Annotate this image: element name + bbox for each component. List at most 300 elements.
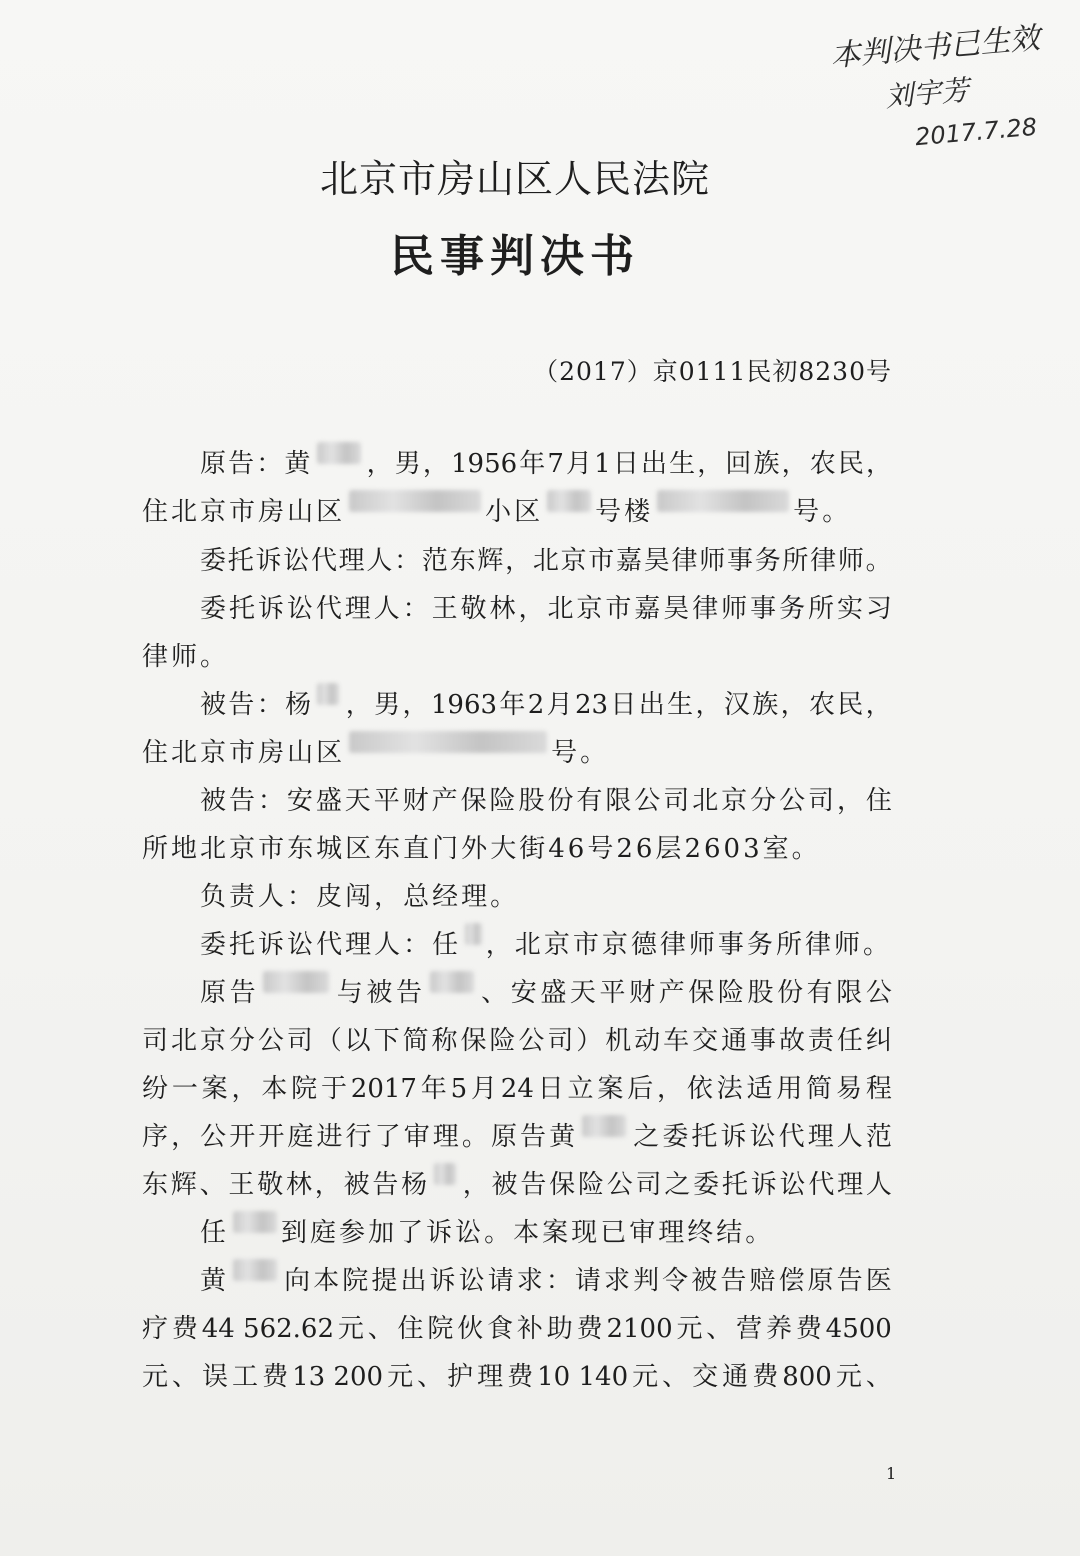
body-text: 份 bbox=[777, 978, 804, 1008]
body-text: 有 bbox=[576, 786, 603, 816]
body-text: 终 bbox=[687, 1218, 717, 1248]
body-text: 委 bbox=[662, 1122, 689, 1152]
body-text: 原 bbox=[200, 978, 227, 1008]
body-text: 昊 bbox=[663, 594, 690, 624]
body-text: 讼 bbox=[286, 594, 313, 624]
body-text: 律 bbox=[804, 930, 834, 960]
body-text: 公 bbox=[634, 786, 661, 816]
body-text: 纷 bbox=[142, 1074, 169, 1104]
body-text: 敬 bbox=[460, 594, 487, 624]
body-text: 族 bbox=[752, 690, 779, 720]
body-text: 北 bbox=[692, 786, 719, 816]
body-text: 事 bbox=[717, 930, 747, 960]
body-text: 号 bbox=[595, 497, 625, 527]
body-text: 安 bbox=[286, 786, 313, 816]
body-text: 黄 bbox=[200, 1266, 227, 1296]
body-text: 地 bbox=[171, 834, 201, 864]
body-text: 1 bbox=[594, 449, 611, 479]
body-text: 京 bbox=[200, 497, 230, 527]
body-text: 被 bbox=[491, 1170, 518, 1200]
body-text: 山 bbox=[287, 497, 317, 527]
body-text: 京 bbox=[199, 1026, 226, 1056]
body-line bbox=[142, 1019, 892, 1063]
body-text: 所 bbox=[775, 930, 805, 960]
body-text: 用 bbox=[776, 1074, 803, 1104]
body-text: 、 bbox=[172, 1362, 199, 1392]
body-text: 产 bbox=[431, 786, 458, 816]
body-text: 平 bbox=[373, 786, 400, 816]
body-text: 13 200 bbox=[292, 1362, 384, 1392]
body-text: 托 bbox=[227, 546, 254, 576]
body-text: 公 bbox=[865, 978, 892, 1008]
body-text: 北 bbox=[532, 546, 559, 576]
body-line bbox=[200, 923, 892, 967]
body-text: 求 bbox=[604, 1266, 631, 1296]
body-text: 讼 bbox=[779, 1170, 806, 1200]
body-text: 财 bbox=[629, 978, 656, 1008]
body-text: 师 bbox=[837, 546, 864, 576]
body-text: 以 bbox=[344, 1026, 371, 1056]
body-text: 农 bbox=[808, 690, 835, 720]
body-text: 司 bbox=[663, 786, 690, 816]
body-text: 区 bbox=[316, 738, 346, 768]
body-text: 元 bbox=[142, 1362, 169, 1392]
body-text: 向 bbox=[284, 1266, 311, 1296]
body-text: 。 bbox=[865, 546, 892, 576]
body-text: ， bbox=[314, 1170, 341, 1200]
body-text: 年 bbox=[499, 690, 526, 720]
body-text: 到 bbox=[281, 1218, 311, 1248]
body-text: 保 bbox=[549, 1170, 576, 1200]
body-text: 委 bbox=[200, 594, 227, 624]
body-text: 44 562.62 bbox=[201, 1314, 335, 1344]
body-text: 800 bbox=[782, 1362, 832, 1392]
body-text: 7 bbox=[547, 449, 564, 479]
body-text: 理 bbox=[477, 1362, 504, 1392]
body-text: 层 bbox=[655, 834, 685, 864]
body-text: 区 bbox=[345, 834, 375, 864]
body-text: 直 bbox=[403, 834, 433, 864]
body-text: 告 bbox=[228, 690, 255, 720]
body-text: ， bbox=[505, 546, 532, 576]
body-text: 告 bbox=[520, 1170, 547, 1200]
body-text: 回 bbox=[725, 449, 752, 479]
body-text: 告 bbox=[372, 1170, 399, 1200]
body-text: ， bbox=[781, 449, 808, 479]
body-text: 务 bbox=[779, 594, 806, 624]
body-text: 保 bbox=[460, 786, 487, 816]
body-line bbox=[142, 1307, 892, 1351]
body-text: 审 bbox=[629, 1218, 659, 1248]
redacted-text bbox=[263, 971, 329, 993]
body-text: 、 bbox=[662, 1362, 689, 1392]
body-text: 元 bbox=[632, 1362, 659, 1392]
body-text: 外 bbox=[461, 834, 491, 864]
body-text: ， bbox=[422, 449, 449, 479]
body-text: ， bbox=[345, 690, 372, 720]
body-text: ： bbox=[402, 594, 429, 624]
body-text: 告 bbox=[228, 449, 255, 479]
body-text: 房 bbox=[258, 497, 288, 527]
body-text: 公 bbox=[518, 1026, 545, 1056]
body-text: 、 bbox=[199, 1170, 226, 1200]
body-text: 。 bbox=[822, 497, 852, 527]
body-text: 动 bbox=[634, 1026, 661, 1056]
body-text: 立 bbox=[567, 1074, 594, 1104]
body-text: 东 bbox=[287, 834, 317, 864]
body-text: 工 bbox=[232, 1362, 259, 1392]
body-text: 负 bbox=[200, 882, 230, 912]
body-text: 住 bbox=[142, 738, 172, 768]
body-text: 平 bbox=[599, 978, 626, 1008]
body-text: 10 140 bbox=[537, 1362, 629, 1392]
body-text: 人 bbox=[836, 1122, 863, 1152]
body-text: ， bbox=[865, 449, 892, 479]
body-text: 杨 bbox=[285, 690, 312, 720]
body-text: 公 bbox=[200, 1122, 227, 1152]
body-text: 杨 bbox=[401, 1170, 428, 1200]
body-text: 23 bbox=[574, 690, 609, 720]
body-text: 元 bbox=[835, 1362, 862, 1392]
body-text: 代 bbox=[316, 930, 346, 960]
body-text: 、 bbox=[865, 1362, 892, 1392]
body-text: 险 bbox=[717, 978, 744, 1008]
body-text: ， bbox=[865, 690, 892, 720]
body-text: 任 bbox=[836, 1026, 863, 1056]
body-text: ： bbox=[257, 786, 284, 816]
body-text: 请 bbox=[487, 1266, 514, 1296]
body-text: 住 bbox=[865, 786, 892, 816]
body-text: 告 bbox=[228, 786, 255, 816]
body-text: 代 bbox=[315, 594, 342, 624]
body-text: 1956 bbox=[450, 449, 518, 479]
body-text: 经 bbox=[432, 882, 462, 912]
body-line bbox=[200, 1211, 892, 1255]
body-text: 东 bbox=[449, 546, 476, 576]
body-text: 京 bbox=[229, 834, 259, 864]
body-line bbox=[200, 683, 892, 727]
body-text: 汉 bbox=[723, 690, 750, 720]
body-text: 农 bbox=[809, 449, 836, 479]
body-text: 程 bbox=[865, 1074, 892, 1104]
body-text: 闯 bbox=[345, 882, 375, 912]
body-text: 。 bbox=[200, 642, 230, 672]
body-text: 、 bbox=[706, 1314, 733, 1344]
body-text: 年 bbox=[420, 1074, 447, 1104]
body-text: 区 bbox=[316, 497, 346, 527]
body-text: 委 bbox=[693, 1170, 720, 1200]
body-text: 了 bbox=[374, 1122, 401, 1152]
body-text: 司 bbox=[635, 1170, 662, 1200]
body-text: 称 bbox=[431, 1026, 458, 1056]
body-text: 险 bbox=[489, 1026, 516, 1056]
body-text: 年 bbox=[519, 449, 546, 479]
body-text: 被 bbox=[200, 690, 227, 720]
body-text: 适 bbox=[746, 1074, 773, 1104]
body-text: 师 bbox=[171, 642, 201, 672]
body-text: 责 bbox=[229, 882, 259, 912]
body-text: 北 bbox=[171, 497, 201, 527]
body-text: 依 bbox=[686, 1074, 713, 1104]
body-text: 费 bbox=[507, 1362, 534, 1392]
body-text: 事 bbox=[750, 1026, 777, 1056]
body-text: 。 bbox=[484, 1218, 514, 1248]
body-text: 分 bbox=[750, 786, 777, 816]
body-text: ： bbox=[256, 449, 283, 479]
body-text: 市 bbox=[572, 930, 602, 960]
body-text: 辉 bbox=[477, 546, 504, 576]
body-text: 托 bbox=[228, 594, 255, 624]
body-text: 日 bbox=[537, 1074, 564, 1104]
body-text: 交 bbox=[692, 1362, 719, 1392]
body-text: 院 bbox=[427, 1314, 454, 1344]
body-text: 司 bbox=[547, 1026, 574, 1056]
body-text: 楼 bbox=[624, 497, 654, 527]
body-text: 通 bbox=[721, 1026, 748, 1056]
body-text: 代 bbox=[310, 546, 337, 576]
body-text: 市 bbox=[229, 497, 259, 527]
body-line bbox=[200, 971, 892, 1015]
body-text: 开 bbox=[258, 1122, 285, 1152]
redacted-text bbox=[233, 1211, 277, 1233]
body-text: 城 bbox=[316, 834, 346, 864]
body-text: 京 bbox=[601, 930, 631, 960]
body-text: 市 bbox=[258, 834, 288, 864]
body-text: 被 bbox=[200, 786, 227, 816]
body-text: 。 bbox=[862, 930, 892, 960]
body-text: 理 bbox=[344, 594, 371, 624]
body-text: 出 bbox=[640, 449, 667, 479]
body-text: 东 bbox=[374, 834, 404, 864]
body-text: 限 bbox=[836, 978, 863, 1008]
body-text: 之 bbox=[664, 1170, 691, 1200]
body-text: 2 bbox=[527, 690, 545, 720]
body-text: 费 bbox=[171, 1314, 198, 1344]
body-text: 律 bbox=[659, 930, 689, 960]
body-text: ， bbox=[485, 930, 515, 960]
page-number: 1 bbox=[886, 1464, 897, 1483]
body-text: 师 bbox=[699, 546, 726, 576]
body-text: 北 bbox=[514, 930, 544, 960]
body-text: 行 bbox=[345, 1122, 372, 1152]
body-text: 院 bbox=[291, 1074, 318, 1104]
body-text: 任 bbox=[432, 930, 462, 960]
body-text: 结 bbox=[716, 1218, 746, 1248]
body-text: ， bbox=[366, 449, 393, 479]
body-text: 人 bbox=[258, 882, 288, 912]
body-text: 理 bbox=[837, 1170, 864, 1200]
body-text: 诉 bbox=[257, 594, 284, 624]
body-text: 托 bbox=[721, 1170, 748, 1200]
body-text: 财 bbox=[402, 786, 429, 816]
body-text: 疗 bbox=[142, 1314, 169, 1344]
body-text: 号 bbox=[551, 738, 581, 768]
body-text: 有 bbox=[806, 978, 833, 1008]
body-text: ， bbox=[402, 690, 429, 720]
body-text: 本 bbox=[513, 1218, 543, 1248]
body-text: 纠 bbox=[865, 1026, 892, 1056]
body-text: 元 bbox=[387, 1362, 414, 1392]
body-text: 号 bbox=[793, 497, 823, 527]
body-line bbox=[142, 827, 892, 871]
body-line bbox=[142, 490, 892, 534]
body-text: 理 bbox=[461, 882, 491, 912]
body-text: 实 bbox=[836, 594, 863, 624]
body-text: 所 bbox=[808, 594, 835, 624]
body-text: 诉 bbox=[426, 1218, 456, 1248]
body-text: 、 bbox=[481, 978, 508, 1008]
body-text: 。 bbox=[580, 738, 610, 768]
body-text: 1963 bbox=[430, 690, 498, 720]
body-text: 公 bbox=[257, 1026, 284, 1056]
case-number: （2017）京0111民初8230号 bbox=[533, 357, 892, 386]
body-text: 出 bbox=[638, 690, 665, 720]
body-text: 养 bbox=[765, 1314, 792, 1344]
body-text: 股 bbox=[518, 786, 545, 816]
body-text: 告 bbox=[395, 978, 422, 1008]
body-text: ： bbox=[403, 930, 433, 960]
body-text: 司 bbox=[142, 1026, 169, 1056]
body-text: 门 bbox=[432, 834, 462, 864]
body-text: 人 bbox=[366, 546, 393, 576]
body-text: 日 bbox=[610, 690, 637, 720]
body-text: 德 bbox=[630, 930, 660, 960]
body-text: 务 bbox=[746, 930, 776, 960]
body-text: 范 bbox=[421, 546, 448, 576]
body-text: 交 bbox=[692, 1026, 719, 1056]
body-text: 林 bbox=[489, 594, 516, 624]
body-text: 、 bbox=[367, 1314, 394, 1344]
body-text: 助 bbox=[546, 1314, 573, 1344]
body-text: 庭 bbox=[287, 1122, 314, 1152]
body-text: 房 bbox=[258, 738, 288, 768]
body-text: 讼 bbox=[458, 1266, 485, 1296]
body-text: 市 bbox=[229, 738, 259, 768]
body-text: 律 bbox=[671, 546, 698, 576]
body-text: 被 bbox=[343, 1170, 370, 1200]
redacted-text bbox=[582, 1115, 626, 1137]
body-text: ， bbox=[697, 449, 724, 479]
handwritten-date: 2017.7.28 bbox=[914, 112, 1039, 152]
redacted-text bbox=[430, 971, 474, 993]
body-text: 求 bbox=[516, 1266, 543, 1296]
body-line bbox=[142, 635, 892, 679]
body-text: 赔 bbox=[749, 1266, 776, 1296]
body-text: 公 bbox=[606, 1170, 633, 1200]
body-text: 天 bbox=[344, 786, 371, 816]
body-text: ： bbox=[287, 882, 317, 912]
body-text: 参 bbox=[339, 1218, 369, 1248]
body-text: 元 bbox=[676, 1314, 703, 1344]
body-text: 案 bbox=[201, 1074, 228, 1104]
body-text: 。 bbox=[791, 834, 821, 864]
body-text: 机 bbox=[605, 1026, 632, 1056]
redacted-text bbox=[233, 1259, 277, 1281]
body-text: 误 bbox=[202, 1362, 229, 1392]
body-text: 京 bbox=[576, 594, 603, 624]
body-text: 生 bbox=[667, 690, 694, 720]
body-text: 师 bbox=[833, 930, 863, 960]
body-line bbox=[142, 1067, 892, 1111]
body-text: 住 bbox=[142, 497, 172, 527]
body-line bbox=[200, 587, 892, 631]
body-text: 习 bbox=[865, 594, 892, 624]
body-text: 讼 bbox=[287, 930, 317, 960]
redacted-text bbox=[317, 683, 339, 705]
body-text: 京 bbox=[721, 786, 748, 816]
body-text: 5 bbox=[450, 1074, 468, 1104]
body-text: 2100 bbox=[606, 1314, 673, 1344]
body-text: 室 bbox=[762, 834, 792, 864]
body-text: 托 bbox=[691, 1122, 718, 1152]
body-text: 北 bbox=[171, 738, 201, 768]
redacted-text bbox=[349, 490, 481, 512]
body-text: 通 bbox=[722, 1362, 749, 1392]
body-text: 天 bbox=[569, 978, 596, 1008]
court-name: 北京市房山区人民法院 bbox=[319, 157, 710, 201]
body-text: 已 bbox=[600, 1218, 630, 1248]
body-text: 市 bbox=[588, 546, 615, 576]
body-text: ， bbox=[657, 1074, 684, 1104]
body-text: 、 bbox=[417, 1362, 444, 1392]
body-text: 王 bbox=[228, 1170, 255, 1200]
body-text: 现 bbox=[571, 1218, 601, 1248]
body-text: 。 bbox=[490, 882, 520, 912]
body-text: 简 bbox=[402, 1026, 429, 1056]
body-text: 街 bbox=[519, 834, 549, 864]
body-text: 范 bbox=[865, 1122, 892, 1152]
body-text: 嘉 bbox=[634, 594, 661, 624]
redacted-text bbox=[657, 490, 789, 512]
body-text: 简 bbox=[806, 1074, 833, 1104]
body-text: 师 bbox=[721, 594, 748, 624]
document-title: 民事判决书 bbox=[390, 231, 640, 282]
body-text: 总 bbox=[403, 882, 433, 912]
body-text: 任 bbox=[200, 1218, 230, 1248]
body-text: ， bbox=[695, 690, 722, 720]
body-text: 理 bbox=[658, 1218, 688, 1248]
body-text: ， bbox=[231, 1074, 258, 1104]
body-text: ， bbox=[462, 1170, 489, 1200]
body-text: 人 bbox=[865, 1170, 892, 1200]
body-line bbox=[200, 442, 892, 486]
body-text: 被 bbox=[366, 978, 393, 1008]
body-text: 院 bbox=[342, 1266, 369, 1296]
handwritten-note-line-1: 本判决书已生效 bbox=[829, 20, 1042, 75]
body-text: 皮 bbox=[316, 882, 346, 912]
body-text: 一 bbox=[171, 1074, 198, 1104]
body-text: 事 bbox=[750, 594, 777, 624]
body-text: 后 bbox=[627, 1074, 654, 1104]
body-text: 理 bbox=[338, 546, 365, 576]
body-text: 审 bbox=[403, 1122, 430, 1152]
body-text: 判 bbox=[633, 1266, 660, 1296]
body-text: 律 bbox=[810, 546, 837, 576]
body-text: 王 bbox=[431, 594, 458, 624]
body-text: 黄 bbox=[284, 449, 311, 479]
body-text: 告 bbox=[836, 1266, 863, 1296]
body-text: 诉 bbox=[255, 546, 282, 576]
body-text: 京 bbox=[543, 930, 573, 960]
body-text: 之 bbox=[633, 1122, 660, 1152]
body-text: 族 bbox=[753, 449, 780, 479]
body-text: 律 bbox=[142, 642, 172, 672]
body-text: 代 bbox=[808, 1170, 835, 1200]
body-text: 补 bbox=[516, 1314, 543, 1344]
body-text: 讼 bbox=[283, 546, 310, 576]
handwritten-signature: 刘宇芳 bbox=[883, 73, 971, 114]
body-line bbox=[142, 1163, 892, 1207]
